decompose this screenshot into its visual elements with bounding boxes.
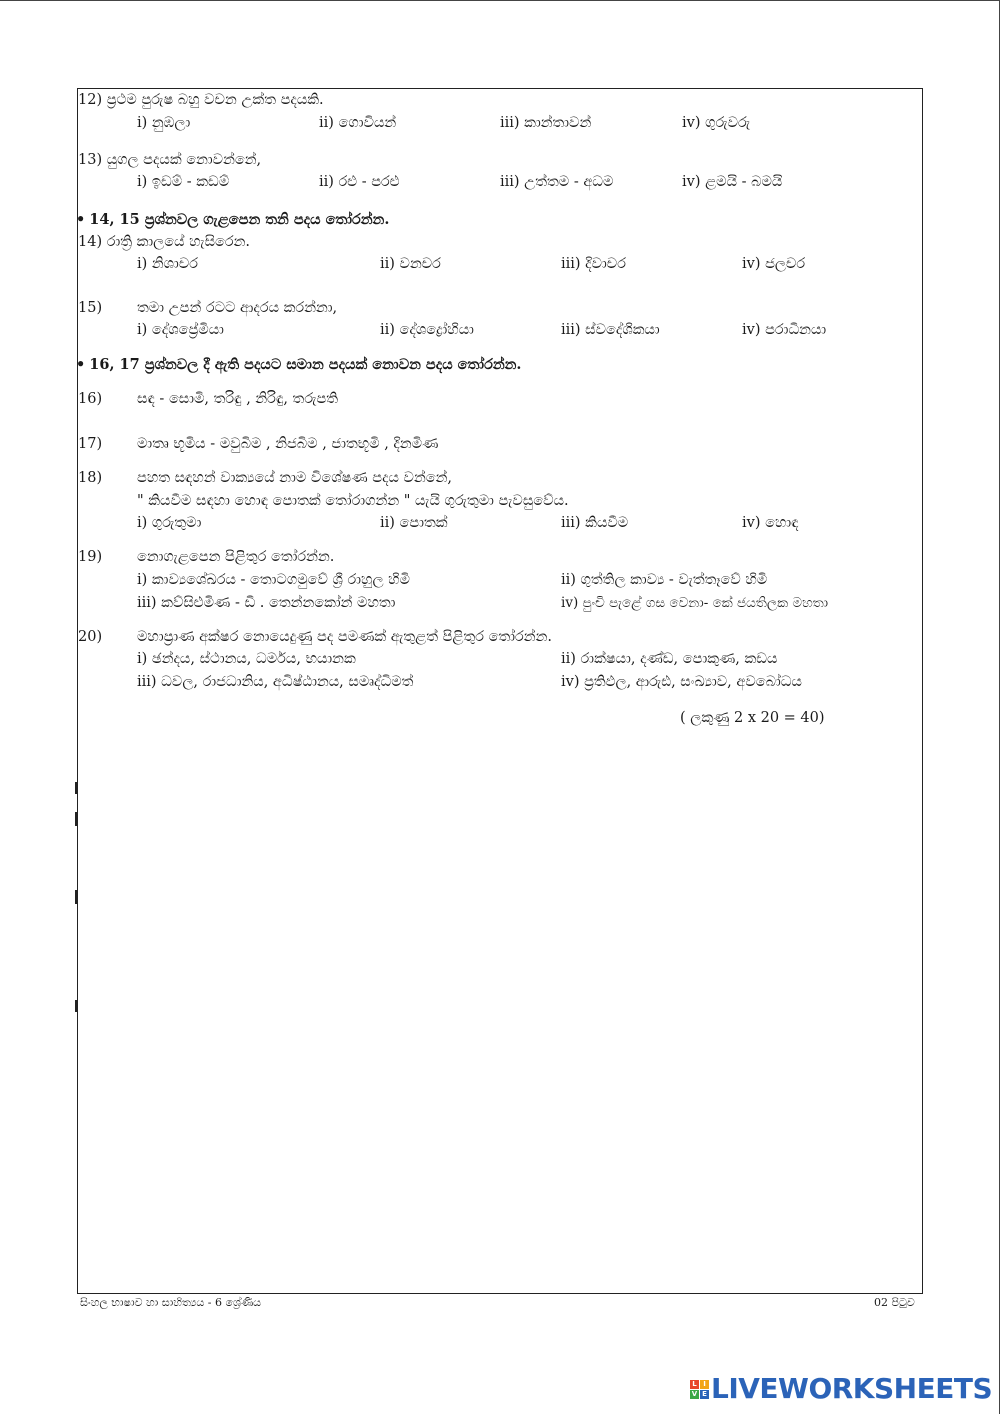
question-13-option-2[interactable]: ii) රළු - පරළු (319, 174, 400, 190)
margin-tick (75, 812, 77, 826)
question-14-option-3[interactable]: iii) දිවාචර (561, 256, 626, 272)
margin-tick (75, 890, 77, 904)
question-15-option-2[interactable]: ii) දේශද්‍රෝහියා (380, 322, 474, 338)
question-12-option-1[interactable]: i) නුඹලා (137, 115, 191, 131)
question-12-option-3[interactable]: iii) කාන්තාවන් (500, 115, 592, 131)
logo-tile: L (690, 1380, 699, 1389)
question-15-text: තමා උපන් රටට ආදරය කරන්නා, (137, 300, 338, 316)
page-edge (0, 0, 1000, 1)
question-16-text: සඳ - සොමි, තරිඳු , නිරිඳු, තරුපති (137, 391, 339, 407)
question-13-text: 13) යුගල පදයක් නොවන්නේ, (78, 152, 262, 168)
question-15-option-1[interactable]: i) දේශප්‍රේමියා (137, 322, 224, 338)
question-14-option-1[interactable]: i) නිශාචර (137, 256, 198, 272)
question-18-option-2[interactable]: ii) පොතක් (380, 515, 448, 531)
question-19-text: නොගැළපෙන පිළිතුර තෝරන්න. (137, 549, 335, 565)
question-14-option-4[interactable]: iv) ජලචර (742, 256, 806, 272)
question-19-option-2[interactable]: ii) ගුත්තිල කාව්‍ය - වැත්තෑවේ හිමි (561, 572, 768, 588)
liveworksheets-wordmark: LIVEWORKSHEETS (711, 1372, 993, 1405)
instruction-14-15: • 14, 15 ප්‍රශ්නවල ගැළපෙන තනි පදය තෝරන්න. (76, 210, 389, 230)
question-14-option-2[interactable]: ii) වනචර (380, 256, 441, 272)
question-12-option-4[interactable]: iv) ගුරුවරු (682, 115, 751, 131)
question-19-option-3[interactable]: iii) කව්සිළුමිණ - ඩී . තෙන්නකෝන් මහතා (137, 595, 396, 611)
question-13-option-4[interactable]: iv) ළමයි - බමයි (682, 174, 783, 190)
question-18-text: පහත සඳහන් වාක්‍යයේ නාම විශේෂණ පදය වන්නේ, (137, 470, 453, 486)
liveworksheets-logo-icon (690, 1380, 709, 1399)
question-18-option-4[interactable]: iv) හොඳ (742, 515, 799, 531)
footer-subject: සිංහල භාෂාව හා සාහිත්‍යය - 6 ශ්‍රේණිය (80, 1296, 262, 1309)
logo-tile: E (700, 1390, 709, 1399)
question-19-number: 19) (78, 549, 103, 565)
question-19-option-1[interactable]: i) කාව්‍යශේඛරය - තොටගමුවේ ශ්‍රී රාහුල හිමි (137, 572, 410, 588)
liveworksheets-logo[interactable] (690, 1372, 992, 1406)
question-18-option-3[interactable]: iii) කියවීම (561, 515, 629, 531)
question-20-text: මහාප්‍රාණ අක්ෂර නොයෙදුණු පද පමණක් ඇතුළත් පිළිතුර තෝරන්න. (137, 629, 552, 645)
logo-tile: V (691, 1389, 698, 1398)
question-17-number: 17) (78, 436, 103, 452)
logo-tile: I (700, 1380, 709, 1389)
question-20-option-1[interactable]: i) ඡන්දය, ස්ථානය, ධර්මය, භයානක (137, 651, 356, 667)
question-18-sentence: " කියවීම සඳහා හොඳ පොතක් තෝරාගන්න " යැයි ගුරුතුමා පැවසුවේය. (137, 493, 569, 509)
question-20-number: 20) (78, 629, 103, 645)
question-12-option-2[interactable]: ii) ගොවියන් (319, 115, 397, 131)
instruction-16-17: • 16, 17 ප්‍රශ්නවල දී ඇති පදයට සමාන පදයක් නොවන පදය තෝරන්න. (76, 355, 521, 375)
question-18-option-1[interactable]: i) ගුරුතුමා (137, 515, 202, 531)
question-13-option-3[interactable]: iii) උත්තම - අධම (500, 174, 614, 190)
question-20-option-4[interactable]: iv) ප්‍රතිඵල, ආරුඪ, සංඛ්‍යාව, අවබෝධය (561, 674, 802, 690)
question-15-option-4[interactable]: iv) පරාධීනයා (742, 322, 827, 338)
margin-tick (75, 1000, 77, 1012)
marks-note: ( ලකුණු 2 x 20 = 40) (680, 710, 825, 726)
question-19-option-4[interactable]: iv) පුංචි පැළේ ගස වෙනා- කේ ජයතිලක මහතා (561, 595, 829, 611)
question-12-text: 12) ප්‍රථම පුරුෂ බහු වචන උක්ත පදයකි. (78, 92, 324, 108)
question-17-text: මාතෘ භූමිය - මවුබිම , නිජබිම , ජාතභූමි , දිනමිණ (137, 436, 439, 452)
question-16-number: 16) (78, 391, 103, 407)
question-13-option-1[interactable]: i) ඉඩම් - කඩම් (137, 174, 230, 190)
question-15-option-3[interactable]: iii) ස්වදේශිකයා (561, 322, 660, 338)
margin-tick (75, 782, 77, 794)
question-20-option-2[interactable]: ii) රාක්ෂයා, දණ්ඩ, පොකුණ, කඩය (561, 651, 778, 667)
question-15-number: 15) (78, 300, 103, 316)
question-18-number: 18) (78, 470, 103, 486)
question-14-text: 14) රාත්‍රි කාලයේ හැසිරෙන. (78, 234, 251, 250)
footer-page-number: 02 පිටුව (874, 1296, 915, 1309)
question-20-option-3[interactable]: iii) ධවල, රාජධානිය, අධිෂ්ඨානය, සමෘද්ධිමත් (137, 674, 414, 690)
